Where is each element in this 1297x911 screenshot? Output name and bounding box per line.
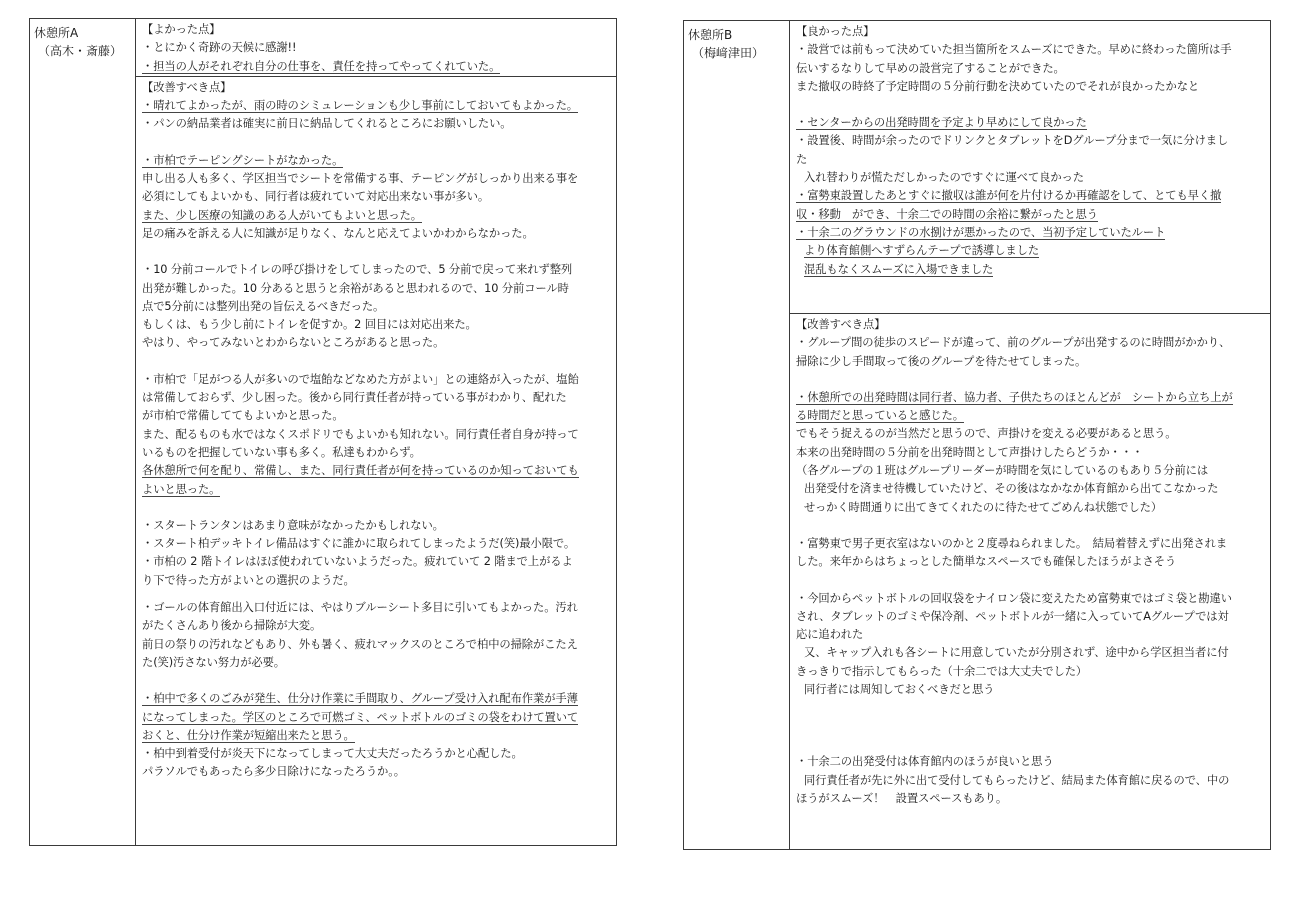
text-line-content: 又、キャップ入れも各シートに用意していたが分別されず、途中から学区担当者に付 [804,646,1229,660]
text-line [796,334,1264,352]
text-line-content: ・市柏で「足がつる人が多いので塩飴などなめた方がよい」との連絡が入ったが、塩飴 [142,372,579,386]
text-line [142,170,610,188]
text-line-content: 応に追われた [796,628,864,642]
text-line [796,681,1264,699]
text-line-content: 【良かった点】 [796,25,875,38]
text-line-content: は常備しておらず、少し困った。後から同行責任者が持っている事がわかり、配れた [142,391,567,405]
text-line-content: 前日の祭りの汚れなどもあり、外も暑く、疲れマックスのところで柏中の掃除がこたえ [142,637,578,651]
text-line [142,535,610,553]
text-line [796,41,1264,59]
text-line [796,480,1264,498]
text-line-content: ・休憩所での出発時間は同行者、協力者、子供たちのほとんどが シートから立ち上が [796,390,1233,404]
text-line [142,763,610,781]
text-line [142,407,610,425]
text-line [142,553,610,571]
text-line-content: （各グループの１班はグループリーダーが時間を気にしているのもあり５分前には [796,464,1209,478]
text-line-content: ・市柏の 2 階トイレはほぼ使われていないようだった。疲れていて 2 階まで上がるよ [142,555,573,569]
text-line [142,654,610,672]
paragraph-spacer [796,699,1264,717]
text-line [142,371,610,389]
text-line [796,753,1264,771]
text-line-content: ・設置後、時間が余ったのでドリンクとタブレットをDグループ分まで一気に分けまし [796,134,1229,148]
text-line-content: やはり、やってみないとわからないところがあると思った。 [142,336,445,350]
text-line [142,599,610,617]
text-line [142,298,610,316]
text-line [796,60,1264,78]
paragraph-spacer [142,243,610,261]
text-line [142,481,610,499]
text-line [796,169,1264,187]
text-line [142,97,610,115]
text-line-content: より体育館側へすずらんテープで誘導しました [804,244,1040,258]
text-line [142,225,610,243]
text-line-content: よいと思った。 [142,482,221,496]
text-line [796,462,1264,480]
paragraph-spacer [796,371,1264,389]
text-line-content: ・グループ間の徒歩のスピードが違って、前のグループが出発するのに時間がかかり、 [796,336,1231,350]
rest-area-b-good-points [790,21,1270,313]
rest-area-b-label-cell [684,21,790,849]
report-sheet-rest-area-a [29,18,617,846]
paragraph-spacer [796,96,1264,114]
text-line [796,608,1264,626]
text-line [796,553,1264,571]
text-line [142,572,610,590]
paragraph-spacer [796,572,1264,590]
text-line [142,727,610,745]
rest-area-a-staff: （高木・斎藤） [38,44,123,58]
text-line [142,426,610,444]
paragraph-spacer [142,590,610,599]
text-line [796,626,1264,644]
text-line-content: る時間だと思っていると感じた。 [796,409,964,423]
text-line-content: た(笑)汚さない努力が必要。 [142,655,285,669]
text-line-content: され、タブレットのゴミや保冷剤、ペットボトルが一緒に入っていてAグループでは対 [796,609,1229,623]
text-line-content: 出発受付を済ませ待機していたけど、その後はなかなか体育館から出てこなかった [804,482,1219,496]
text-line-content: せっかく時間通りに出てきてくれたのに待たせてごめんね状態でした） [804,500,1163,514]
text-line [796,187,1264,205]
text-line-content: ・今回からペットボトルの回収袋をナイロン袋に変えたため富勢東ではゴミ袋と勘違い [796,591,1232,605]
text-line [142,261,610,279]
text-line [796,590,1264,608]
text-line [796,242,1264,260]
text-line [796,644,1264,662]
text-line [796,389,1264,407]
text-line-content: 同行者には周知しておくべきだと思う [804,683,995,697]
text-line-content: ・担当の人がそれぞれ自分の仕事を、責任を持ってやってくれていた。 [142,59,501,73]
text-line-content: 本来の出発時間の５分前を出発時間として声掛けしたらどうか・・・ [796,445,1144,459]
text-line [142,115,610,133]
text-line-content: ・とにかく奇跡の天候に感謝!! [142,41,297,55]
text-line-content: 混乱もなくスムーズに入場できました [804,262,994,276]
text-line [142,389,610,407]
text-line-content: 【改善すべき点】 [796,318,886,331]
rest-area-b-improvements [790,313,1270,808]
text-line-content: また撤収の時終了予定時間の５分前行動を決めていたのでそれが良かったかなと [796,79,1200,93]
text-line [796,407,1264,425]
text-line-content: ・富勢東で男子更衣室はないのかと２度尋ねられました。 結局着替えずに出発されま [796,536,1228,550]
text-line-content: ・富勢東設置したあとすぐに撤収は誰が何を片付けるか再確認をして、とても早く撤 [796,189,1222,203]
text-line-content: 足の痛みを訴える人に知識が足りなく、なんと応えてよいかわからなかった。 [142,226,534,240]
rest-area-a-good-points [136,19,616,76]
text-line [142,207,610,225]
text-line [142,745,610,763]
text-line-content: がたくさんあり後から掃除が大変。 [142,619,322,633]
text-line-content: 収・移動 ができ、十余二での時間の余裕に繋がったと思う [796,207,1098,221]
text-line [796,535,1264,553]
text-line [796,425,1264,443]
text-line-content: ・十余二の出発受付は体育館内のほうが良いと思う [796,755,1054,769]
rest-area-b-title: 休憩所B [688,28,733,42]
text-line [142,316,610,334]
text-line-content: 入れ替わりが慌ただしかったのですぐに運べて良かった [804,171,1084,185]
text-line [142,617,610,635]
text-line [796,663,1264,681]
text-line [142,444,610,462]
text-line-content: ・十余二のグラウンドの水捌けが悪かったので、当初予定していたルート [796,225,1166,239]
text-line-content: になってしまった。学区のところで可燃ゴミ、ペットボトルのゴミの袋をわけて置いて [142,710,579,724]
rest-area-b-staff: （梅﨑津田） [692,46,765,60]
text-line-content: ・柏中到着受付が炎天下になってしまって大丈夫だったろうかと心配した。 [142,747,523,761]
text-line [142,188,610,206]
text-line-content: ・スタート柏デッキトイレ備品はすぐに誰かに取られてしまったようだ(笑)最小限で。 [142,537,576,551]
paragraph-spacer [142,134,610,152]
text-line [142,21,610,39]
text-line-content: 掃除に少し手間取って後のグループを待たせてしまった。 [796,354,1087,368]
text-line-content: また、配るものも水ではなくスポドリでもよいかも知れない。同行責任者自身が持って [142,427,579,441]
text-line [142,334,610,352]
text-line-content: 同行責任者が先に外に出て受付してもらったけど、結局また体育館に戻るので、中の [804,773,1230,787]
text-line [142,462,610,480]
text-line-content: ほうがスムーズ！ 設置スペースもあり。 [796,791,1008,805]
text-line-content: パラソルでもあったら多少日除けになったろうか。。 [142,765,405,779]
text-line-content: きっきりで指示してもらった（十余二では大丈夫でした） [796,664,1088,678]
text-line-content: ・晴れてよかったが、雨の時のシミュレーションも少し事前にしておいてもよかった。 [142,99,579,113]
text-line [796,224,1264,242]
rest-area-a-label-cell [30,19,136,845]
text-line-content: でもそう捉えるのが当然だと思うので、声掛けを変える必要があると思う。 [796,427,1177,441]
text-line-content: 点で5分前には整列出発の旨伝えるべきだった。 [142,299,385,313]
text-line-content: もしくは、もう少し前にトイレを促すか。2 回目には対応出来た。 [142,318,477,332]
text-line-content: 【よかった点】 [142,23,221,36]
paragraph-spacer [142,353,610,371]
paragraph-spacer [142,672,610,690]
text-line [796,261,1264,279]
paragraph-spacer [142,499,610,517]
text-line [142,636,610,654]
text-line-content: ・市柏でテーピングシートがなかった。 [142,153,344,167]
text-line-content: 申し出る人も多く、学区担当でシートを常備する事、テーピングがしっかり出来る事を [142,172,579,186]
text-line-content: ・設営では前もって決めていた担当箇所をスムーズにできた。早めに終わった箇所は手 [796,43,1232,57]
rest-area-b-content [790,21,1270,849]
text-line [142,58,610,76]
text-line [796,151,1264,169]
text-line-content: 【改善すべき点】 [142,80,232,94]
text-line-content: ・ゴールの体育館出入口付近には、やはりブルーシート多目に引いてもよかった。汚れ [142,601,578,615]
text-line-content: ・柏中で多くのごみが発生、仕分け作業に手間取り、グループ受け入れ配布作業が手薄 [142,692,578,706]
text-line [796,790,1264,808]
text-line-content: 出発が難しかった。10 分あると思うと余裕があると思われるので、10 分前コール時 [142,281,569,295]
text-line-content: ・スタートランタンはあまり意味がなかったかもしれない。 [142,518,444,532]
text-line-content: いるものを把握していない事も多く。私達もわからず。 [142,445,421,459]
text-line [142,280,610,298]
text-line [796,206,1264,224]
text-line [142,517,610,535]
text-line [142,152,610,170]
text-line [142,690,610,708]
paragraph-spacer [796,735,1264,753]
rest-area-a-title: 休憩所A [34,26,79,40]
text-line [142,709,610,727]
report-sheet-rest-area-b [683,20,1271,850]
text-line-content: 各休憩所で何を配り、常備し、また、同行責任者が何を持っているのか知っておいても [142,464,579,478]
text-line [796,78,1264,96]
paragraph-spacer [796,517,1264,535]
text-line [796,23,1264,41]
text-line [796,499,1264,517]
text-line-content: り下で待った方がよいとの選択のようだ。 [142,573,355,587]
text-line [142,79,610,97]
text-line [796,132,1264,150]
text-line-content: 伝いするなりして早めの設営完了することができた。 [796,61,1065,75]
text-line-content: した。来年からはちょっとした簡単なスペースでも確保したほうがよさそう [796,555,1177,569]
paragraph-spacer [796,717,1264,735]
text-line-content: 必須にしてもよいかも、同行者は疲れていて対応出来ない事が多い。 [142,190,490,204]
text-line [796,353,1264,371]
text-line-content: ・センターからの出発時間を予定より早めにして良かった [796,116,1087,130]
rest-area-a-improvements [136,76,616,782]
text-line-content: ・10 分前コールでトイレの呼び掛けをしてしまったので、5 分前で戻って来れず整列 [142,263,573,277]
text-line-content: おくと、仕分け作業が短縮出来たと思う。 [142,728,355,742]
text-line [796,316,1264,334]
text-line [796,772,1264,790]
text-line-content: また、少し医療の知識のある人がいてもよいと思った。 [142,208,422,222]
text-line-content: た [796,152,808,166]
text-line [142,39,610,57]
text-line-content: が市柏で常備しててもよいかと思った。 [142,409,344,423]
text-line-content: ・パンの納品業者は確実に前日に納品してくれるところにお願いしたい。 [142,117,512,131]
text-line [796,444,1264,462]
text-line [796,114,1264,132]
rest-area-a-content [136,19,616,845]
